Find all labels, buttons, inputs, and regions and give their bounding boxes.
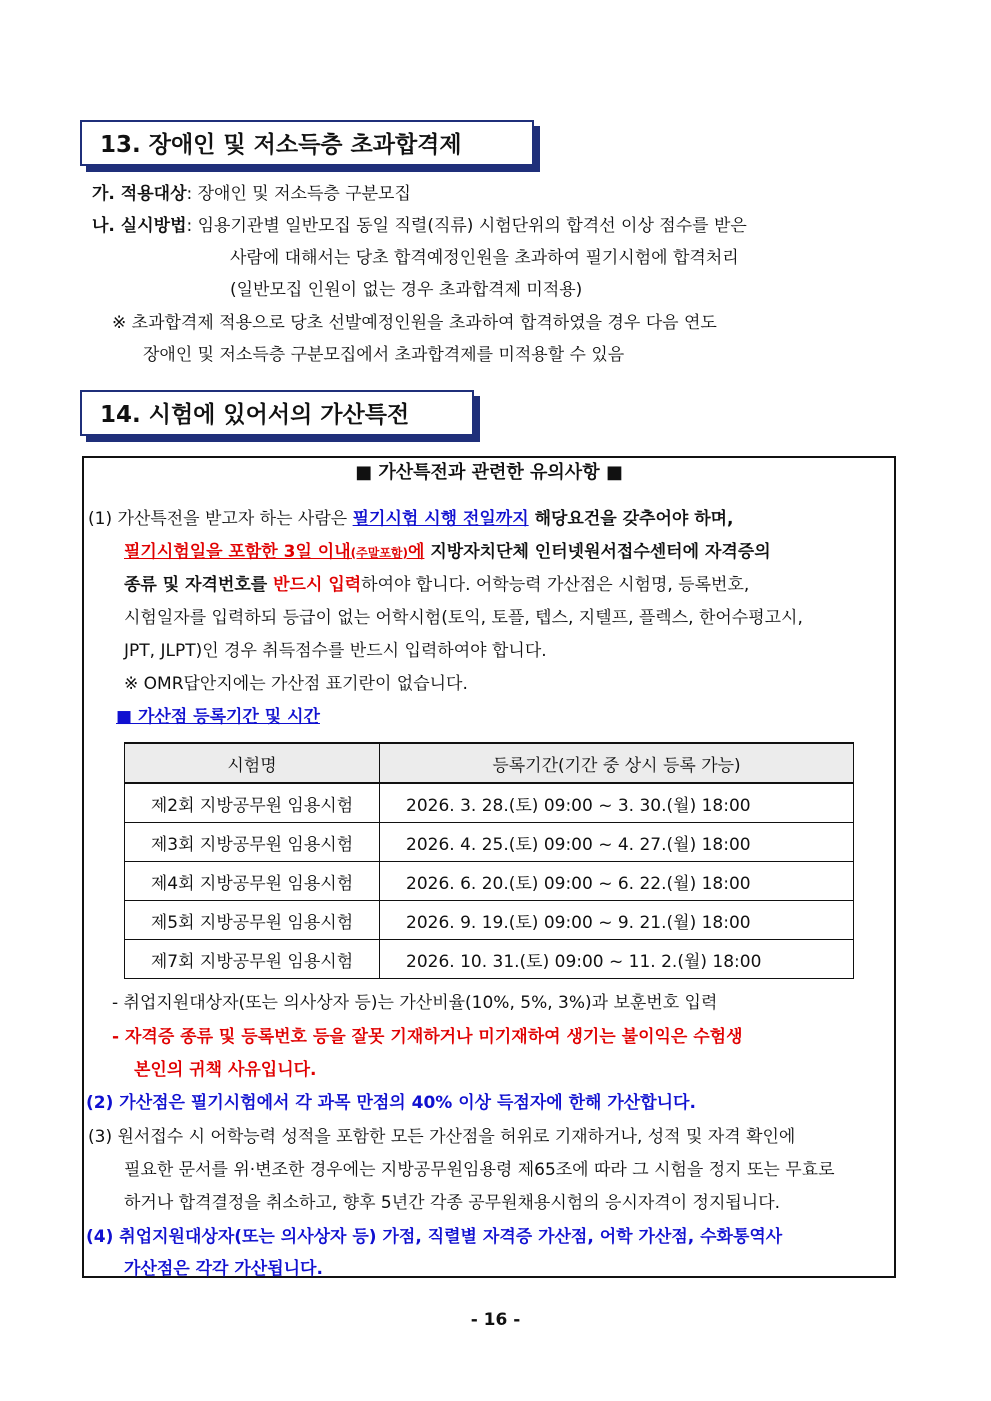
apply-target-label: 가. 적용대상 (92, 184, 187, 204)
section-13-title: 13. 장애인 및 저소득층 초과합격제 (80, 120, 534, 166)
box-header: ■ 가산특전과 관련한 유의사항 ■ (355, 462, 623, 483)
table-cell-period: 2026. 4. 25.(토) 09:00 ~ 4. 27.(월) 18:00 (380, 823, 854, 862)
p1-text-3days: 필기시험일을 포함한 3일 이내 (124, 542, 351, 562)
table-header-row (125, 743, 854, 783)
dash-note-2-prefix: - (112, 1027, 125, 1047)
p3-line-3: 하거나 합격결정을 취소하고, 향후 5년간 각종 공무원채용시험의 응시자격이 정지됩니다. (124, 1193, 781, 1213)
table-cell-exam: 제7회 지방공무원 임용시험 (125, 940, 380, 979)
p1-note: ※ OMR답안지에는 가산점 표기란이 없습니다. (124, 674, 468, 694)
table-cell-period: 2026. 6. 20.(토) 09:00 ~ 6. 22.(월) 18:00 (380, 862, 854, 901)
p1-line-3 (124, 572, 749, 598)
note-line-1: ※ 초과합격제 적용으로 당초 선발예정인원을 초과하여 합격하였을 경우 다음 연도 (112, 313, 717, 333)
p1-line-4: 시험일자를 입력하되 등급이 없는 어학시험(토익, 토플, 텝스, 지텔프, 플렉스, 한어수평고시, (124, 608, 803, 628)
table-row (125, 823, 854, 862)
page-number: - 16 - (470, 1310, 521, 1330)
method-line-2: 사람에 대해서는 당초 합격예정인원을 초과하여 필기시험에 합격처리 (230, 248, 739, 268)
table-row (125, 940, 854, 979)
table-row (125, 783, 854, 823)
table-row (125, 901, 854, 940)
note-line-2: 장애인 및 저소득층 구분모집에서 초과합격제를 미적용할 수 있음 (143, 345, 625, 365)
dash-note-2-text: 자격증 종류 및 등록번호 등을 잘못 기재하거나 미기재하여 생기는 불이익은 수험생 (124, 1027, 743, 1047)
method-line-3: (일반모집 인원이 없는 경우 초과합격제 미적용) (230, 280, 583, 300)
p1-text-ee: 에 (408, 542, 425, 562)
registration-table (124, 742, 854, 979)
table-cell-exam: 제4회 지방공무원 임용시험 (125, 862, 380, 901)
method-label: 나. 실시방법 (92, 216, 187, 236)
method-row (92, 214, 747, 238)
p1-text-h: 종류 및 자격번호를 (124, 575, 268, 595)
p1-text-g: 지방자치단체 인터넷원서접수센터에 자격증의 (424, 542, 771, 562)
p1-line-1 (88, 506, 734, 532)
p1-text-c: 해당요건을 갖추어야 하며, (528, 509, 734, 529)
table-cell-exam: 제5회 지방공무원 임용시험 (125, 901, 380, 940)
table-cell-period: 2026. 9. 19.(토) 09:00 ~ 9. 21.(월) 18:00 (380, 901, 854, 940)
p3-line-2: 필요한 문서를 위·변조한 경우에는 지방공무원임용령 제65조에 따라 그 시험을 정지 또는 무효로 (124, 1160, 835, 1180)
p1-text-weekend: (주말포함) (350, 546, 408, 560)
apply-target-row (92, 182, 411, 206)
dash-note-2-line-2: 본인의 귀책 사유입니다. (134, 1060, 317, 1080)
dash-note-1: - 취업지원대상자(또는 의사상자 등)는 가산비율(10%, 5%, 3%)과 보훈번호 입력 (112, 993, 718, 1013)
method-line-1: : 임용기관별 일반모집 동일 직렬(직류) 시험단위의 합격선 이상 점수를 받은 (186, 216, 747, 236)
p1-text-deadline: 필기시험 시행 전일까지 (352, 509, 529, 529)
table-cell-exam: 제3회 지방공무원 임용시험 (125, 823, 380, 862)
p4-line-2: 가산점은 각각 가산됩니다. (124, 1259, 323, 1279)
table-cell-exam: 제2회 지방공무원 임용시험 (125, 783, 380, 823)
p1-text-j: 하여야 합니다. 어학능력 가산점은 시험명, 등록번호, (361, 575, 750, 595)
apply-target-value: : 장애인 및 저소득층 구분모집 (186, 184, 411, 204)
p2-text: (2) 가산점은 필기시험에서 각 과목 만점의 40% 이상 득점자에 한해 가산합니다. (86, 1093, 696, 1113)
table-header-exam: 시험명 (125, 743, 380, 783)
table-header-period: 등록기간(기간 중 상시 등록 가능) (380, 743, 854, 783)
reg-period-title: ■ 가산점 등록기간 및 시간 (116, 707, 320, 727)
p3-line-1: (3) 원서접수 시 어학능력 성적을 포함한 모든 가산점을 허위로 기재하거나, 성적 및 자격 확인에 (88, 1127, 796, 1147)
bonus-notice-box (82, 456, 896, 1278)
dash-note-2 (112, 1024, 743, 1050)
p1-text-a: (1) 가산특전을 받고자 하는 사람은 (88, 509, 353, 529)
table-row (125, 862, 854, 901)
table-cell-period: 2026. 3. 28.(토) 09:00 ~ 3. 30.(월) 18:00 (380, 783, 854, 823)
section-14-title: 14. 시험에 있어서의 가산특전 (80, 390, 474, 436)
table-cell-period: 2026. 10. 31.(토) 09:00 ~ 11. 2.(월) 18:00 (380, 940, 854, 979)
p4-line-1: (4) 취업지원대상자(또는 의사상자 등) 가점, 직렬별 자격증 가산점, 어학 가산점, 수화통역사 (86, 1227, 783, 1247)
p1-text-must-input: 반드시 입력 (267, 575, 362, 595)
p1-line-2 (124, 539, 771, 566)
p1-line-5: JPT, JLPT)인 경우 취득점수를 반드시 입력하여야 합니다. (124, 641, 547, 661)
